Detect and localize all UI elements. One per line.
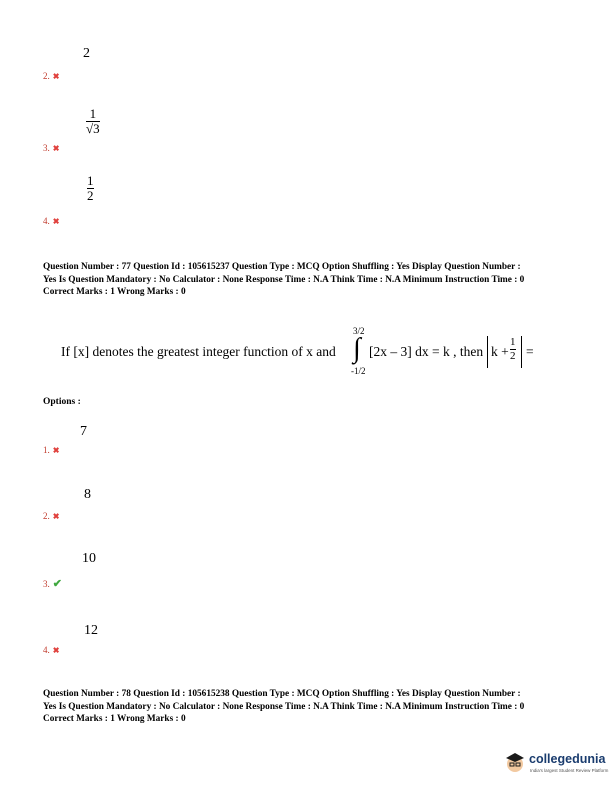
meta-line: Correct Marks : 1 Wrong Marks : 0 (43, 287, 186, 297)
prev-option-3-label (43, 143, 59, 153)
prev-option-4-number: 4. (43, 216, 50, 226)
prev-option-4-value (87, 174, 94, 203)
cross-icon: ✖ (52, 217, 60, 226)
meta-line: Correct Marks : 1 Wrong Marks : 0 (43, 714, 186, 724)
option-2-label[interactable] (43, 511, 59, 521)
option-1-value: 7 (80, 424, 87, 439)
option-1-label[interactable] (43, 445, 59, 455)
cross-icon: ✖ (52, 446, 60, 455)
meta-line: Yes Is Question Mandatory : No Calculator : None Response Time : N.A Think Time : N.A Minimum Instruction Time : 0 (43, 701, 525, 712)
option-3-label[interactable] (43, 577, 62, 590)
integral-sign: ∫ (353, 333, 361, 364)
question-77-meta (43, 261, 603, 299)
options-label: Options : (43, 397, 81, 407)
brand-tagline: India's largest Student Review Platform (530, 768, 609, 773)
prev-option-3-number: 3. (43, 143, 50, 153)
prev-option-4-label (43, 216, 59, 226)
option-2-number: 2. (43, 511, 50, 521)
prev-option-2-number: 2. (43, 71, 50, 81)
fraction-denominator: 2 (510, 350, 516, 362)
checkmark-icon: ✔ (52, 578, 62, 590)
equals-sign: = (526, 344, 534, 359)
option-3-number: 3. (43, 579, 50, 589)
integral-upper-limit: 3/2 (353, 326, 365, 336)
brand-name: collegedunia (529, 752, 606, 766)
fraction-numerator: 1 (89, 106, 97, 121)
integrand: [2x – 3] dx = k , then (369, 344, 484, 359)
question-78-meta (43, 688, 603, 726)
option-4-label[interactable] (43, 645, 59, 655)
fraction-numerator: 1 (87, 173, 94, 188)
abs-expr-k: k + (491, 344, 509, 359)
cross-icon: ✖ (52, 512, 60, 521)
prev-option-2-label (43, 71, 59, 81)
meta-line: Question Number : 77 Question Id : 105615237 Question Type : MCQ Option Shuffling : Yes Display Question Number : (43, 262, 521, 272)
cross-icon: ✖ (52, 144, 60, 153)
option-4-value: 12 (84, 623, 98, 638)
meta-line: Yes Is Question Mandatory : No Calculator : None Response Time : N.A Think Time : N.A Minimum Instruction Time : 0 (43, 274, 525, 285)
abs-bar-left (487, 336, 488, 368)
option-3-value: 10 (82, 551, 96, 566)
question-77-text: If [x] denotes the greatest integer function of x and (61, 344, 336, 359)
integral-lower-limit: -1/2 (351, 366, 366, 376)
cross-icon: ✖ (52, 646, 60, 655)
cross-icon: ✖ (52, 72, 60, 81)
fraction-denominator: √3 (86, 121, 100, 136)
option-4-number: 4. (43, 645, 50, 655)
prev-option-1-value: 2 (83, 46, 90, 61)
collegedunia-logo-icon (503, 750, 527, 774)
abs-fraction (510, 336, 516, 363)
prev-option-3-value (86, 107, 100, 136)
abs-bar-right (521, 336, 522, 368)
option-1-number: 1. (43, 445, 50, 455)
fraction-denominator: 2 (87, 188, 94, 203)
option-2-value: 8 (84, 487, 91, 502)
fraction-numerator: 1 (510, 336, 516, 348)
meta-line: Question Number : 78 Question Id : 105615238 Question Type : MCQ Option Shuffling : Yes Display Question Number : (43, 689, 521, 699)
